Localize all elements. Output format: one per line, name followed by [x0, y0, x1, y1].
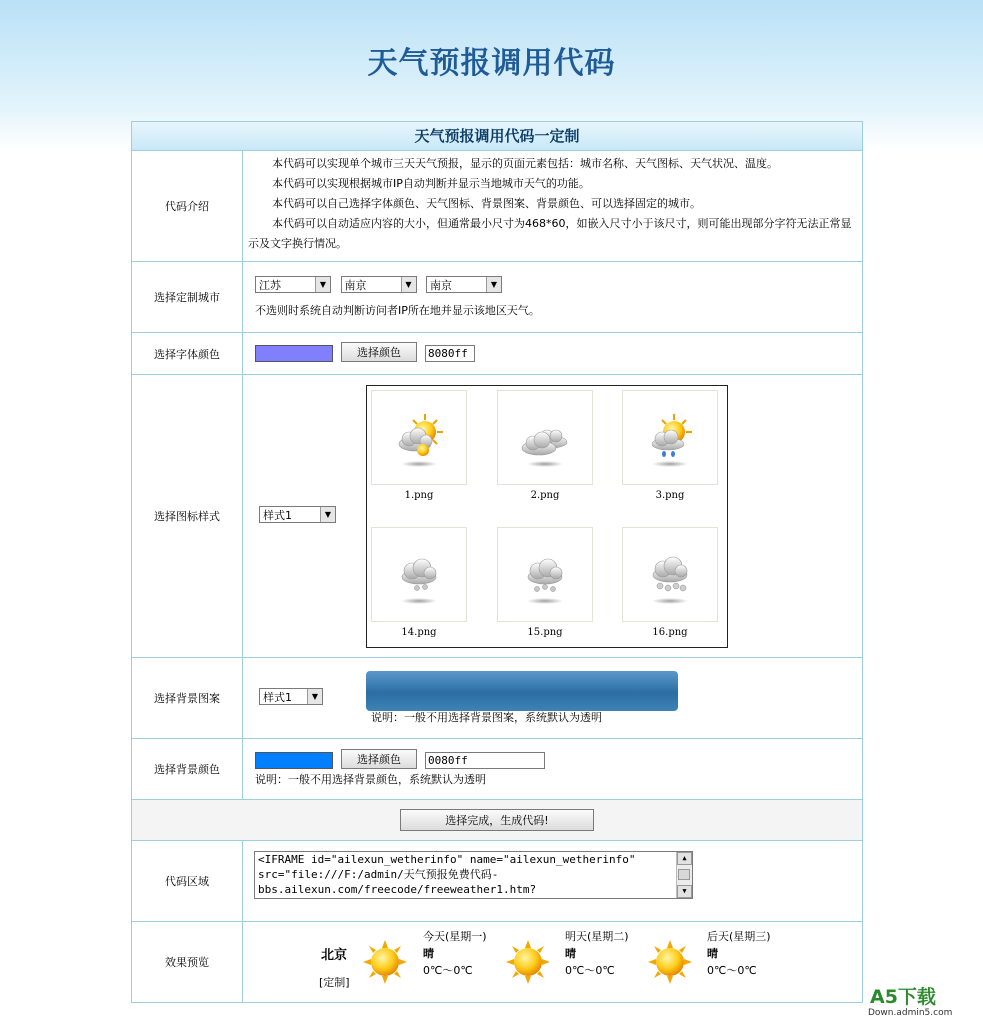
code-line: <IFRAME id="ailexun_wetherinfo" name="ailexun_wetherinfo": [258, 853, 636, 866]
icon-style-row: [132, 375, 862, 658]
sun-icon: [363, 940, 407, 984]
font-color-label: 选择字体颜色: [132, 333, 243, 374]
preview-cell: [243, 922, 862, 1002]
icon-style-value: 样式1: [263, 508, 292, 522]
preview-day-after-tomorrow: [707, 928, 771, 979]
province-select[interactable]: [255, 276, 331, 293]
intro-line: 本代码可以自动适应内容的大小，但通常最小尺寸为468*60，如嵌入尺寸小于该尺寸，则可能出现部分字符无法正常显示及文字换行情况。: [248, 217, 852, 250]
preview-day-temp: 0℃～0℃: [565, 964, 615, 977]
icon-style-select[interactable]: [259, 506, 336, 523]
code-textarea[interactable]: [254, 851, 693, 899]
code-line: src="file:///F:/admin/天气预报免费代码-: [258, 868, 499, 881]
scroll-up-icon[interactable]: ▲: [677, 852, 692, 865]
icon-caption: 1.png: [404, 490, 434, 501]
icon-option-3[interactable]: [622, 390, 718, 501]
city-row: [132, 262, 862, 333]
bg-color-label: 选择背景颜色: [132, 739, 243, 799]
code-cell: [243, 841, 862, 921]
city-value: 南京: [344, 278, 367, 292]
preview-day-condition: 晴: [707, 947, 718, 960]
intro-line: 本代码可以自己选择字体颜色、天气图标、背景图案、背景颜色、可以选择固定的城市。: [272, 197, 701, 210]
icon-style-label: 选择图标样式: [132, 375, 243, 657]
font-color-swatch[interactable]: [255, 345, 333, 362]
chevron-down-icon: ▼: [401, 277, 416, 292]
scroll-down-icon[interactable]: ▼: [677, 885, 692, 898]
sun-icon: [506, 940, 550, 984]
watermark-domain: Down.admin5.com: [868, 1008, 953, 1018]
intro-label: 代码介绍: [132, 151, 243, 261]
preview-day-temp: 0℃～0℃: [707, 964, 757, 977]
chevron-down-icon: ▼: [315, 277, 330, 292]
district-value: 南京: [430, 278, 452, 292]
preview-day-condition: 晴: [565, 947, 576, 960]
bg-pattern-select[interactable]: [259, 688, 323, 705]
province-value: 江苏: [259, 278, 281, 292]
preview-day-title: 后天(星期三): [707, 930, 771, 943]
bg-color-cell: [243, 739, 862, 799]
chevron-down-icon: ▼: [320, 507, 335, 522]
preview-row: [132, 922, 862, 1002]
snow-cloud-icon: [513, 543, 577, 607]
generate-row: [132, 800, 862, 841]
font-color-input[interactable]: 8080ff: [425, 345, 475, 362]
font-color-cell: [243, 333, 862, 374]
bg-color-note: 说明：一般不用选择背景颜色，系统默认为透明: [255, 773, 486, 786]
city-note: 不选则时系统自动判断访问者IP所在地并显示该地区天气。: [255, 304, 540, 317]
scroll-thumb[interactable]: [678, 869, 690, 880]
preview-day-condition: 晴: [423, 947, 434, 960]
bg-pattern-row: [132, 658, 862, 739]
intro-row: [132, 151, 862, 262]
panel-header: 天气预报调用代码一定制: [132, 122, 862, 151]
bg-pattern-preview: [366, 671, 678, 711]
preview-label: 效果预览: [132, 922, 243, 1002]
bg-color-button[interactable]: 选择颜色: [341, 749, 417, 769]
heavy-snow-icon: [638, 543, 702, 607]
bg-color-row: [132, 739, 862, 800]
preview-day-title: 今天(星期一): [423, 930, 487, 943]
chevron-down-icon: ▼: [307, 689, 322, 704]
icon-caption: 14.png: [401, 627, 437, 638]
city-select[interactable]: [341, 276, 417, 293]
icon-caption: 2.png: [530, 490, 560, 501]
bg-pattern-note: 说明：一般不用选择背景图案，系统默认为透明: [371, 711, 602, 724]
intro-line: 本代码可以实现单个城市三天天气预报，显示的页面元素包括：城市名称、天气图标、天气状况、温度。: [272, 157, 778, 170]
icon-option-16[interactable]: [622, 527, 718, 638]
sun-icon: [648, 940, 692, 984]
bg-color-swatch[interactable]: [255, 752, 333, 769]
font-color-button[interactable]: 选择颜色: [341, 342, 417, 362]
icon-gallery: [366, 385, 728, 648]
icon-style-cell: [243, 375, 862, 657]
bg-pattern-label: 选择背景图案: [132, 658, 243, 738]
cloud-icon: [513, 406, 577, 470]
snow-cloud-icon: [387, 543, 451, 607]
bg-pattern-cell: [243, 658, 862, 738]
chevron-down-icon: ▼: [486, 277, 501, 292]
font-color-row: [132, 333, 862, 375]
intro-text: [243, 151, 862, 261]
intro-line: 本代码可以实现根据城市IP自动判断并显示当地城市天气的功能。: [272, 177, 590, 190]
page-title: 天气预报调用代码: [367, 46, 616, 81]
preview-city: 北京: [321, 948, 348, 963]
sun-rain-icon: [638, 406, 702, 470]
icon-option-14[interactable]: [371, 527, 467, 638]
generate-code-button[interactable]: 选择完成，生成代码!: [400, 809, 594, 831]
preview-day-temp: 0℃～0℃: [423, 964, 473, 977]
city-cell: [243, 262, 862, 332]
preview-day-tomorrow: [565, 928, 629, 979]
icon-option-1[interactable]: [371, 390, 467, 501]
district-select[interactable]: [426, 276, 502, 293]
watermark-logo: A5下载: [870, 986, 936, 1008]
bg-color-input[interactable]: 0080ff: [425, 752, 545, 769]
preview-day-today: [423, 928, 487, 979]
icon-option-15[interactable]: [497, 527, 593, 638]
icon-caption: 15.png: [527, 627, 563, 638]
sun-cloud-icon: [387, 406, 451, 470]
city-label: 选择定制城市: [132, 262, 243, 332]
code-line: bbs.ailexun.com/freecode/freeweather1.htm?: [258, 883, 537, 896]
weather-code-panel: [131, 121, 863, 1003]
code-row: [132, 841, 862, 922]
preview-custom-link[interactable]: [定制]: [319, 976, 350, 989]
icon-caption: 3.png: [655, 490, 685, 501]
icon-caption: 16.png: [652, 627, 688, 638]
preview-day-title: 明天(星期二): [565, 930, 629, 943]
bg-pattern-value: 样式1: [263, 690, 292, 704]
code-scrollbar[interactable]: [676, 852, 692, 898]
icon-option-2[interactable]: [497, 390, 593, 501]
code-label: 代码区域: [132, 841, 243, 921]
